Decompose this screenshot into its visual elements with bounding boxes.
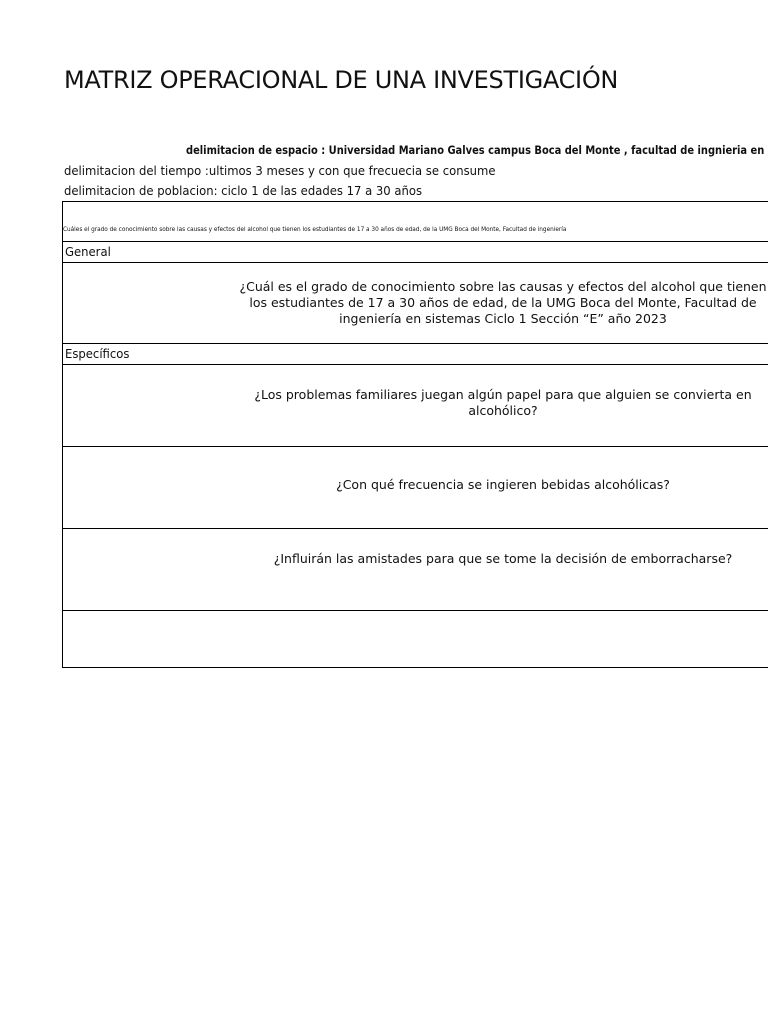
especifico-question-2: ¿Con qué frecuencia se ingieren bebidas alcohólicas? [336, 477, 670, 492]
delimitacion-tiempo: delimitacion del tiempo :ultimos 3 meses y con que frecuecia se consume [64, 163, 496, 178]
delimitacion-espacio: delimitacion de espacio : Universidad Mariano Galves campus Boca del Monte , facultad de ingnieria en [186, 143, 765, 157]
especificos-label-row [63, 344, 768, 365]
especifico-question-3: ¿Influirán las amistades para que se tome la decisión de emborracharse? [273, 551, 733, 566]
especifico-question-row [63, 447, 768, 529]
general-question-row [63, 263, 768, 344]
general-label-row [63, 242, 768, 263]
delimitacion-poblacion: delimitacion de poblacion: ciclo 1 de las edades 17 a 30 años [64, 183, 423, 198]
page-title: MATRIZ OPERACIONAL DE UNA INVESTIGACIÓN [64, 66, 619, 94]
problem-row [63, 202, 768, 242]
empty-row [63, 611, 768, 668]
general-question: ¿Cuál es el grado de conocimiento sobre las causas y efectos del alcohol que tienen los estudiantes de 17 a 30 años de edad, de la UMG Boca del Monte, Facultad de ingeniería en sistemas Ciclo 1 Sección “E” año 2023 [239, 279, 767, 326]
general-label: General [65, 244, 111, 259]
especifico-question-row [63, 365, 768, 447]
especifico-question-1: ¿Los problemas familiares juegan algún papel para que alguien se convierta en alcohólico? [254, 387, 752, 418]
problem-statement: Cuáles el grado de conocimiento sobre las causas y efectos del alcohol que tienen los estudiantes de 17 a 30 años de edad, de la UMG Boca del Monte, Facultad de ingeniería [63, 225, 567, 233]
operational-matrix-table [62, 201, 768, 668]
especifico-question-row [63, 529, 768, 611]
especificos-label: Específicos [65, 346, 130, 361]
